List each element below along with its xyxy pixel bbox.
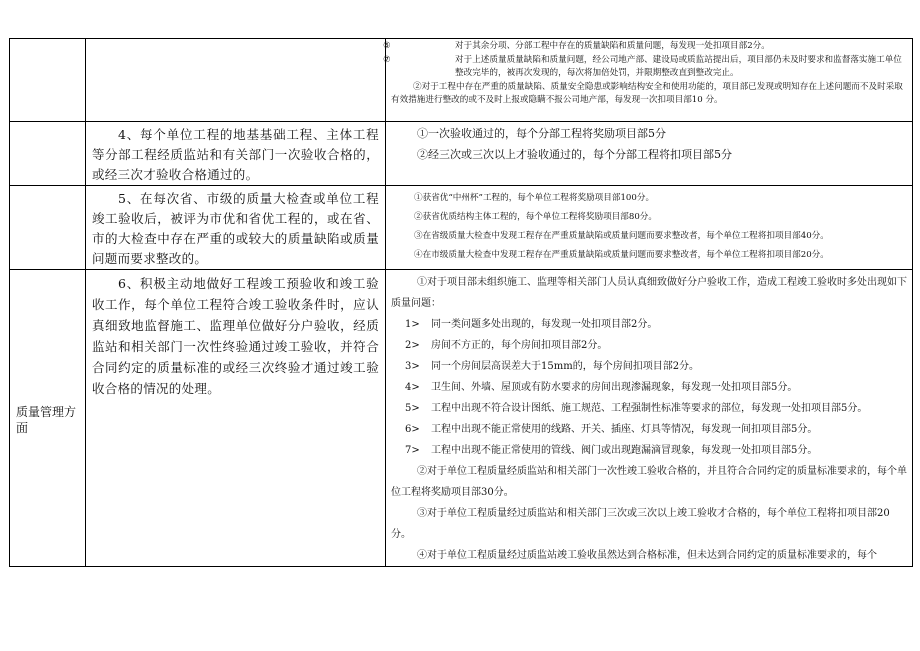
rule-text: ③对于单位工程质量经过质监站和相关部门三次或三次以上竣工验收才合格的，每个单位工程将扣项目部20分。 <box>391 508 890 540</box>
quality-management-table <box>9 38 913 567</box>
requirement-cell <box>86 270 386 567</box>
list-item <box>405 356 907 377</box>
item-number: 1> <box>405 319 420 330</box>
item-text: 工程中出现不符合设计图纸、施工规范、工程强制性标准等要求的部位，每发现一处扣项目部5分。 <box>431 403 868 414</box>
rule-text: ④在市级质量大检查中发现工程存在严重质量缺陷或质量问题而要求整改者，每个单位工程将扣项目部20分。 <box>414 250 829 260</box>
rule-text: 对于工程中存在严重的质量缺陷、质量安全隐患或影响结构安全和使用功能的，项目部已发现或明知存在上述问题而不及时采取有效措施进行整改的或不及时上报或隐瞒不报公司地产部，每发现一次扣项目部10 分。 <box>391 82 903 105</box>
category-cell-empty <box>10 122 86 186</box>
requirement-text: 4、每个单位工程的地基基础工程、主体工程等分部工程经质监站和有关部门一次验收合格的，或经三次才验收合格通过的。 <box>92 127 379 182</box>
requirement-cell <box>86 186 386 270</box>
rule-intro: ①对于项目部未组织施工、监理等相关部门人员认真细致做好分户验收工作，造成工程竣工验收时多处出现如下质量问题： <box>391 277 907 309</box>
rule-number: ② <box>413 82 422 92</box>
list-item <box>405 377 907 398</box>
list-item <box>405 419 907 440</box>
requirement-text: 6、积极主动地做好工程竣工预验收和竣工验收工作，每个单位工程符合竣工验收条件时，应认真细致地监督施工、监理单位做好分户验收，经质监站和相关部门一次性终验通过竣工验收，并符合合同约定的质量标准的或经三次终验才通过竣工验收合格的情况的处理。 <box>92 276 379 396</box>
item-text: 房间不方正的，每个房间扣项目部2分。 <box>431 340 608 351</box>
category-cell-empty <box>10 186 86 270</box>
item-text: 同一个房间层高误差大于15mm的，每个房间扣项目部2分。 <box>431 361 700 372</box>
table-row <box>10 39 913 122</box>
rule-number: ⑥ <box>383 41 391 51</box>
rule-text: ④对于单位工程质量经过质监站竣工验收虽然达到合格标准，但未达到合同约定的质量标准要求的，每个 <box>417 550 877 561</box>
item-text: 卫生间、外墙、屋顶或有防水要求的房间出现渗漏现象，每发现一处扣项目部5分。 <box>431 382 798 393</box>
item-number: 2> <box>405 340 420 351</box>
item-text: 工程中出现不能正常使用的管线、阀门或出现跑漏滴冒现象，每发现一处扣项目部5分。 <box>431 445 818 456</box>
rule-cell <box>386 270 913 567</box>
rule-cell <box>386 186 913 270</box>
rule-cell <box>386 122 913 186</box>
rule-text: ①获省优“中州杯”工程的，每个单位工程将奖励项目部100分。 <box>414 193 655 203</box>
category-label: 质量管理方面 <box>16 405 77 435</box>
rule-text: ①一次验收通过的，每个分部工程将奖励项目部5分 <box>417 127 666 140</box>
list-item <box>405 398 907 419</box>
item-number: 7> <box>405 445 420 456</box>
item-number: 5> <box>405 403 420 414</box>
list-item <box>405 314 907 335</box>
rule-text: ③在省级质量大检查中发现工程存在严重质量缺陷或质量问题而要求整改者，每个单位工程将扣项目部40分。 <box>414 231 829 241</box>
requirement-cell <box>86 122 386 186</box>
category-cell-empty <box>10 39 86 122</box>
table-row <box>10 186 913 270</box>
item-text: 工程中出现不能正常使用的线路、开关、插座、灯具等情况，每发现一间扣项目部5分。 <box>431 424 818 435</box>
item-number: 3> <box>405 361 420 372</box>
category-cell <box>10 270 86 567</box>
table-row <box>10 122 913 186</box>
requirement-text: 5、在每次省、市级的质量大检查或单位工程竣工验收后，被评为市优和省优工程的，或在省、市的大检查中存在严重的或较大的质量缺陷或质量问题而要求整改的。 <box>92 191 379 266</box>
item-number: 4> <box>405 382 420 393</box>
item-number: 6> <box>405 424 420 435</box>
rule-text: 对于其余分项、分部工程中存在的质量缺陷和质量问题，每发现一处扣项目部2分。 <box>455 41 770 51</box>
table-row <box>10 270 913 567</box>
rule-cell <box>383 39 913 122</box>
requirement-cell-empty <box>86 39 386 122</box>
rule-text: ②经三次或三次以上才验收通过的，每个分部工程将扣项目部5分 <box>417 147 732 161</box>
rule-text: ②对于单位工程质量经质监站和相关部门一次性竣工验收合格的，并且符合合同约定的质量标准要求的，每个单位工程将奖励项目部30分。 <box>391 466 907 498</box>
item-text: 同一类问题多处出现的，每发现一处扣项目部2分。 <box>431 319 658 330</box>
rule-text: 对于上述质量质量缺陷和质量问题，经公司地产部、建设局或质监站提出后，项目部仍未及时要求和监督落实施工单位整改完毕的，被再次发现的，每次将加倍处罚，并限期整改直到整改完止。 <box>455 55 902 78</box>
list-item <box>405 440 907 461</box>
list-item <box>405 335 907 356</box>
rule-text: ②获省优质结构主体工程的，每个单位工程将奖励项目部80分。 <box>414 212 657 222</box>
rule-number: ⑦ <box>383 55 391 65</box>
